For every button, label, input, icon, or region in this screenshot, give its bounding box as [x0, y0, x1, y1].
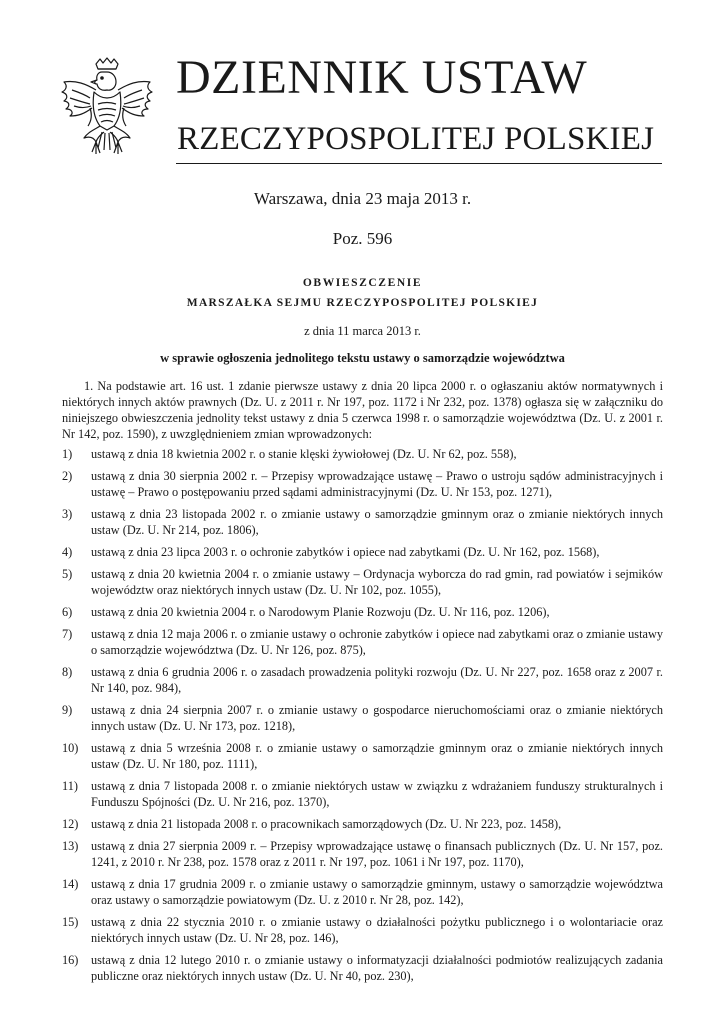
item-text: ustawą z dnia 17 grudnia 2009 r. o zmianie ustawy o samorządzie gminnym, ustawy o samorządzie województwa oraz ustawy o samorządzie powiatowym (Dz. U. z 2010 r. Nr 28, poz. 142), — [91, 877, 663, 907]
item-text: ustawą z dnia 20 kwietnia 2004 r. o Narodowym Planie Rozwoju (Dz. U. Nr 116, poz. 1206), — [91, 605, 550, 619]
journal-title: DZIENNIK USTAW — [176, 51, 588, 104]
item-text: ustawą z dnia 24 sierpnia 2007 r. o zmianie ustawy o gospodarce nieruchomościami oraz o zmianie niektórych innych ustaw (Dz. U. Nr 173, poz. 1218), — [91, 703, 663, 733]
list-item — [62, 626, 663, 658]
item-text: ustawą z dnia 30 sierpnia 2002 r. – Przepisy wprowadzające ustawę – Prawo o ustroju sądów administracyjnych i ustawę – Prawo o postępowaniu przed sądami administracyjnymi (Dz. U. Nr 153, poz. 1271), — [91, 469, 663, 499]
item-text: ustawą z dnia 23 lipca 2003 r. o ochronie zabytków i opiece nad zabytkami (Dz. U. Nr 162, poz. 1568), — [91, 545, 600, 559]
issue-date: Warszawa, dnia 23 maja 2013 r. — [253, 189, 472, 208]
list-item — [62, 778, 663, 810]
journal-subtitle: RZECZYPOSPOLITEJ POLSKIEJ — [177, 121, 655, 157]
list-item — [62, 740, 663, 772]
list-item — [62, 816, 663, 832]
header-rule — [176, 163, 662, 164]
item-number: 2) — [62, 469, 73, 483]
item-text: ustawą z dnia 18 kwietnia 2002 r. o stanie klęski żywiołowej (Dz. U. Nr 62, poz. 558), — [91, 447, 517, 461]
item-number: 9) — [62, 703, 73, 717]
item-text: ustawą z dnia 12 maja 2006 r. o zmianie ustawy o ochronie zabytków i opiece nad zabytkami oraz o zmianie ustawy o samorządzie województwa (Dz. U. Nr 126, poz. 875), — [91, 627, 663, 657]
list-item — [62, 566, 663, 598]
item-number: 15) — [62, 915, 79, 929]
announcement-issuer: MARSZAŁKA SEJMU RZECZYPOSPOLITEJ POLSKIEJ — [186, 297, 539, 309]
announcement-date: z dnia 11 marca 2013 r. — [304, 324, 421, 338]
item-number: 11) — [62, 779, 78, 793]
item-number: 16) — [62, 953, 79, 967]
item-text: ustawą z dnia 6 grudnia 2006 r. o zasadach prowadzenia polityki rozwoju (Dz. U. Nr 227, poz. 1658 oraz z 2007 r. Nr 140, poz. 984), — [91, 665, 663, 695]
list-item — [62, 838, 663, 870]
item-number: 7) — [62, 627, 73, 641]
item-text: ustawą z dnia 5 września 2008 r. o zmianie ustawy o samorządzie gminnym oraz o zmianie niektórych innych ustaw (Dz. U. Nr 180, poz. 1111), — [91, 741, 663, 771]
item-text: ustawą z dnia 12 lutego 2010 r. o zmianie ustawy o informatyzacji działalności podmiotów realizujących zadania publiczne oraz niektórych innych ustaw (Dz. U. Nr 40, poz. 230), — [91, 953, 663, 983]
item-number: 8) — [62, 665, 73, 679]
list-item — [62, 446, 663, 462]
document-body — [62, 378, 663, 990]
announcement-heading: OBWIESZCZENIE — [302, 277, 423, 289]
item-number: 4) — [62, 545, 73, 559]
amendments-list — [62, 446, 663, 984]
item-number: 14) — [62, 877, 79, 891]
polish-eagle-emblem — [58, 56, 156, 160]
list-item — [62, 876, 663, 908]
item-number: 6) — [62, 605, 73, 619]
item-number: 5) — [62, 567, 73, 581]
intro-paragraph: 1. Na podstawie art. 16 ust. 1 zdanie pierwsze ustawy z dnia 20 lipca 2000 r. o ogłaszaniu aktów normatywnych i niektórych innych aktów prawnych (Dz. U. z 2011 r. Nr 197, poz. 1172 i Nr 232, poz. 1378) ogłasza się w załączniku do niniejszego obwieszczenia jednolity tekst ustawy z dnia 5 czerwca 1998 r. o samorządzie województwa (Dz. U. z 2001 r. Nr 142, poz. 1590), z uwzględnieniem zmian wprowadzonych: — [62, 379, 663, 441]
item-number: 12) — [62, 817, 79, 831]
announcement-subject: w sprawie ogłoszenia jednolitego tekstu ustawy o samorządzie województwa — [160, 351, 565, 365]
list-item — [62, 914, 663, 946]
item-text: ustawą z dnia 23 listopada 2002 r. o zmianie ustawy o samorządzie gminnym oraz o zmianie niektórych innych ustaw (Dz. U. Nr 214, poz. 1806), — [91, 507, 663, 537]
item-text: ustawą z dnia 22 stycznia 2010 r. o zmianie ustawy o działalności pożytku publicznego i o wolontariacie oraz niektórych innych ustaw (Dz. U. Nr 28, poz. 146), — [91, 915, 663, 945]
item-text: ustawą z dnia 20 kwietnia 2004 r. o zmianie ustawy – Ordynacja wyborcza do rad gmin, rad powiatów i sejmików województw oraz niektórych innych ustaw (Dz. U. Nr 102, poz. 1055), — [91, 567, 663, 597]
position-number: Poz. 596 — [332, 229, 393, 248]
list-item — [62, 506, 663, 538]
list-item — [62, 702, 663, 734]
list-item — [62, 664, 663, 696]
item-text: ustawą z dnia 7 listopada 2008 r. o zmianie niektórych ustaw w związku z wdrażaniem funduszy strukturalnych i Funduszu Spójności (Dz. U. Nr 216, poz. 1370), — [91, 779, 663, 809]
item-number: 1) — [62, 447, 73, 461]
list-item — [62, 952, 663, 984]
item-number: 10) — [62, 741, 79, 755]
item-text: ustawą z dnia 21 listopada 2008 r. o pracownikach samorządowych (Dz. U. Nr 223, poz. 1458), — [91, 817, 562, 831]
item-number: 3) — [62, 507, 73, 521]
list-item — [62, 544, 663, 560]
list-item — [62, 604, 663, 620]
list-item — [62, 468, 663, 500]
item-text: ustawą z dnia 27 sierpnia 2009 r. – Przepisy wprowadzające ustawę o finansach publicznych (Dz. U. Nr 157, poz. 1241, z 2010 r. Nr 238, poz. 1578 oraz z 2011 r. Nr 197, poz. 1061 i Nr 197, poz. 1170), — [91, 839, 663, 869]
item-number: 13) — [62, 839, 79, 853]
